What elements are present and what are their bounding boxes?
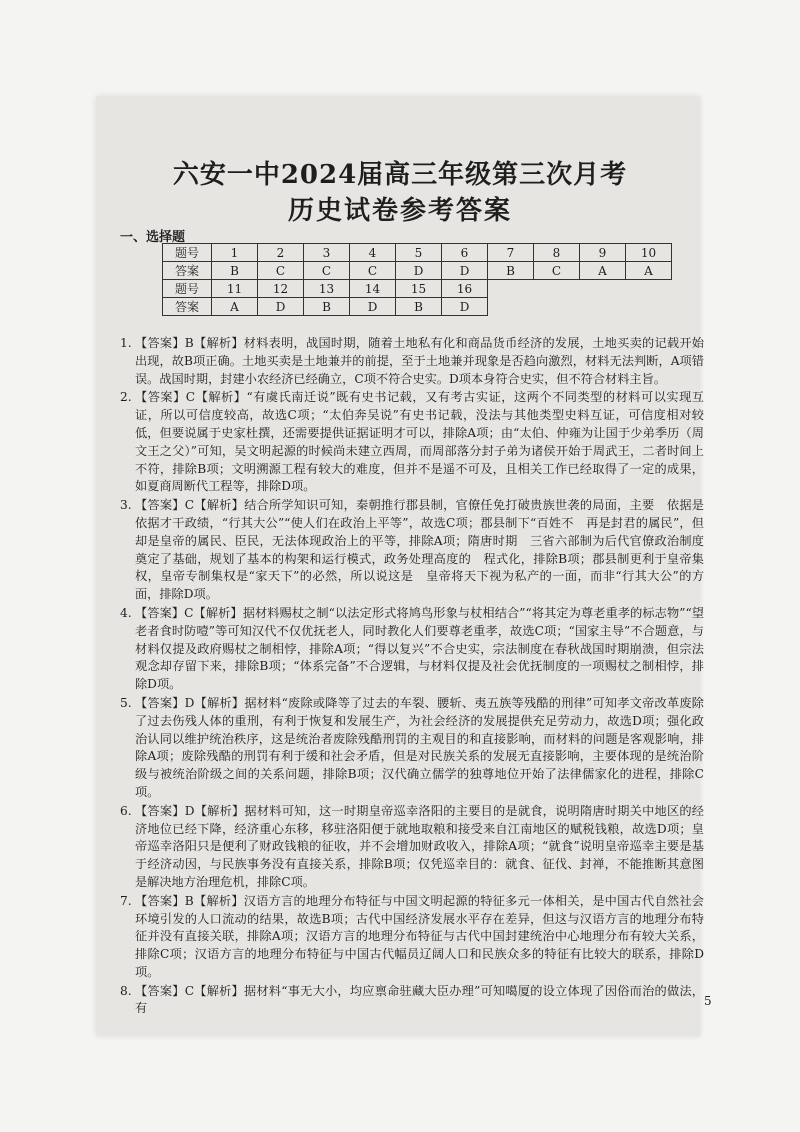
list-item [120, 893, 704, 982]
list-item [120, 335, 704, 388]
answer-table [162, 243, 672, 316]
table-empty-cell [488, 280, 672, 298]
table-cell: 题号 [163, 280, 212, 298]
table-cell: A [212, 298, 258, 316]
page-title: 六安一中2024届高三年级第三次月考 [172, 160, 628, 190]
table-cell: 14 [350, 280, 396, 298]
list-item [120, 605, 704, 694]
table-cell: B [304, 298, 350, 316]
table-cell: 1 [212, 244, 258, 262]
table-cell: 13 [304, 280, 350, 298]
table-cell: B [396, 298, 442, 316]
item-text: 【答案】C【解析】结合所学知识可知，秦朝推行郡县制，官僚任免打破贵族世袭的局面，主要 依据是依据才干政绩，“行其大公”“使人们在政治上平等”，故选C项；郡县制下“百姓不 再是封君的属民”，但却是皇帝的属民、臣民，无法体现政治上的平等，排除A项；隋唐时期 三省六部制为后代官僚政治制度奠定了基础，规划了基本的构架和运行模式，政务处理高度的 程式化，排除B项；郡县制更利于皇帝集权，皇帝专制集权是“家天下”的必然，所以说这是 皇帝将天下视为私产的一面，而非“行其大公”的方面，排除D项。 [135, 498, 704, 602]
answer-explanations [120, 335, 704, 1019]
table-cell: 7 [488, 244, 534, 262]
table-cell: 8 [534, 244, 580, 262]
table-cell: D [350, 298, 396, 316]
item-text: 【答案】C【解析】据材料“事无大小，均应禀命驻藏大臣办理”可知噶厦的设立体现了因俗而治的做法，有 [135, 983, 704, 1016]
table-row [163, 262, 672, 280]
table-cell: 11 [212, 280, 258, 298]
item-number: 8. [120, 983, 132, 998]
table-cell: 题号 [163, 244, 212, 262]
table-cell: 15 [396, 280, 442, 298]
list-item [120, 695, 704, 802]
table-row [163, 280, 672, 298]
page-number: 5 [704, 994, 712, 1008]
section-heading: 一、选择题 [120, 230, 186, 245]
table-cell: 4 [350, 244, 396, 262]
table-cell: C [534, 262, 580, 280]
list-item [120, 497, 704, 604]
table-cell: B [488, 262, 534, 280]
item-number: 6. [120, 803, 132, 818]
item-number: 2. [120, 390, 132, 405]
table-cell: 10 [626, 244, 672, 262]
table-cell: D [442, 262, 488, 280]
table-cell: 12 [258, 280, 304, 298]
table-cell: C [350, 262, 396, 280]
item-number: 4. [120, 605, 132, 620]
table-cell: 16 [442, 280, 488, 298]
table-cell: 2 [258, 244, 304, 262]
table-cell: D [258, 298, 304, 316]
table-cell: C [304, 262, 350, 280]
item-number: 3. [120, 498, 132, 513]
list-item [120, 803, 704, 892]
table-cell: A [580, 262, 626, 280]
table-row [163, 298, 672, 316]
item-text: 【答案】D【解析】据材料可知，这一时期皇帝巡幸洛阳的主要目的是就食，说明隋唐时期关中地区的经济地位已经下降，经济重心东移，移驻洛阳便于就地取粮和接受来自江南地区的赋税钱粮，故选D项；皇帝巡幸洛阳只是便利了财政钱粮的征收，并不会增加财政收入，排除A项；“就食”说明皇帝巡幸主要是基于经济动因，与民族事务没有直接关系，排除B项；仅凭巡幸目的：就食、征伐、封禅，不能推断其意图是解决地方治理危机，排除C项。 [135, 803, 704, 889]
table-cell: B [212, 262, 258, 280]
item-text: 【答案】B【解析】材料表明，战国时期，随着土地私有化和商品货币经济的发展，土地买卖的记载开始出现，故B项正确。土地买卖是土地兼并的前提，至于土地兼并现象是否趋向激烈，材料无法判断，A项错误。战国时期，封建小农经济已经确立，C项不符合史实。D项本身符合史实，但不符合材料主旨。 [135, 336, 704, 386]
table-cell: 3 [304, 244, 350, 262]
table-cell: 答案 [163, 262, 212, 280]
list-item [120, 983, 704, 1019]
table-cell: A [626, 262, 672, 280]
table-cell: 答案 [163, 298, 212, 316]
table-cell: D [396, 262, 442, 280]
item-text: 【答案】C【解析】“有虞氏南迁说”既有史书记载，又有考古实证，这两个不同类型的材料可以实现互证，所以可信度较高，故选C项；“太伯奔吴说”有史书记载，没法与其他类型史料互证，可信度相对较低，但要说属于史家杜撰，还需要提供证据证明才可以，排除A项；由“太伯、仲雍为让国于少弟季历（周文王之父）”可知，吴文明起源的时候尚未建立西周，而周部落分封子弟为诸侯开始于周武王，二者时间上不符，排除B项；文明溯源工程有较大的难度，但并不是遥不可及，且相关工作已经取得了一定的成果，如夏商周断代工程等，排除D项。 [135, 390, 704, 494]
item-text: 【答案】D【解析】据材料“废除或降等了过去的车裂、腰斩、夷五族等残酷的刑律”可知孝文帝改革废除了过去伤残人体的重刑，有利于恢复和发展生产，为社会经济的发展提供充足劳动力，故选D项；强化政治认同以维护统治秩序，这是统治者废除残酷刑罚的主观目的和直接影响，而材料的问题是客观影响，排除A项；废除残酷的刑罚有利于缓和社会矛盾，但是对民族关系的发展无直接影响，主要体现的是统治阶级与被统治阶级之间的关系问题，排除B项；汉代确立儒学的独尊地位开始了法律儒家化的进程，排除C项。 [135, 695, 704, 799]
table-cell: D [442, 298, 488, 316]
table-row [163, 244, 672, 262]
list-item [120, 389, 704, 496]
table-cell: C [258, 262, 304, 280]
item-text: 【答案】B【解析】汉语方言的地理分布特征与中国文明起源的特征多元一体相关，是中国古代自然社会环境引发的人口流动的结果，故选B项；古代中国经济发展水平存在差异，但这与汉语方言的地理分布特征并没有直接关联，排除A项；汉语方言的地理分布特征与古代中国封建统治中心地理分布有较大关系，排除C项；汉语方言的地理分布特征与中国古代幅员辽阔人口和民族众多的特征有比较大的联系，排除D项。 [135, 893, 704, 979]
table-cell: 9 [580, 244, 626, 262]
page-subtitle: 历史试卷参考答案 [287, 196, 512, 226]
item-number: 1. [120, 336, 132, 350]
item-number: 7. [120, 893, 132, 908]
item-text: 【答案】C【解析】据材料赐杖之制“以法定形式将鸠鸟形象与杖相结合”“将其定为尊老重孝的标志物”“望老者食时防噎”等可知汉代不仅优抚老人，同时教化人们要尊老重孝，故选C项；“国家主导”不合题意，与材料仅提及政府赐杖之制相悖，排除A项；“得以复兴”不合史实，宗法制度在春秋战国时期崩溃，但宗法观念却存留下来，排除B项；“体系完备”不合逻辑，与材料仅提及社会优抚制度的一项赐杖之制相悖，排除D项。 [135, 605, 704, 692]
table-cell: 6 [442, 244, 488, 262]
table-empty-cell [488, 298, 672, 316]
table-cell: 5 [396, 244, 442, 262]
item-number: 5. [120, 695, 132, 710]
